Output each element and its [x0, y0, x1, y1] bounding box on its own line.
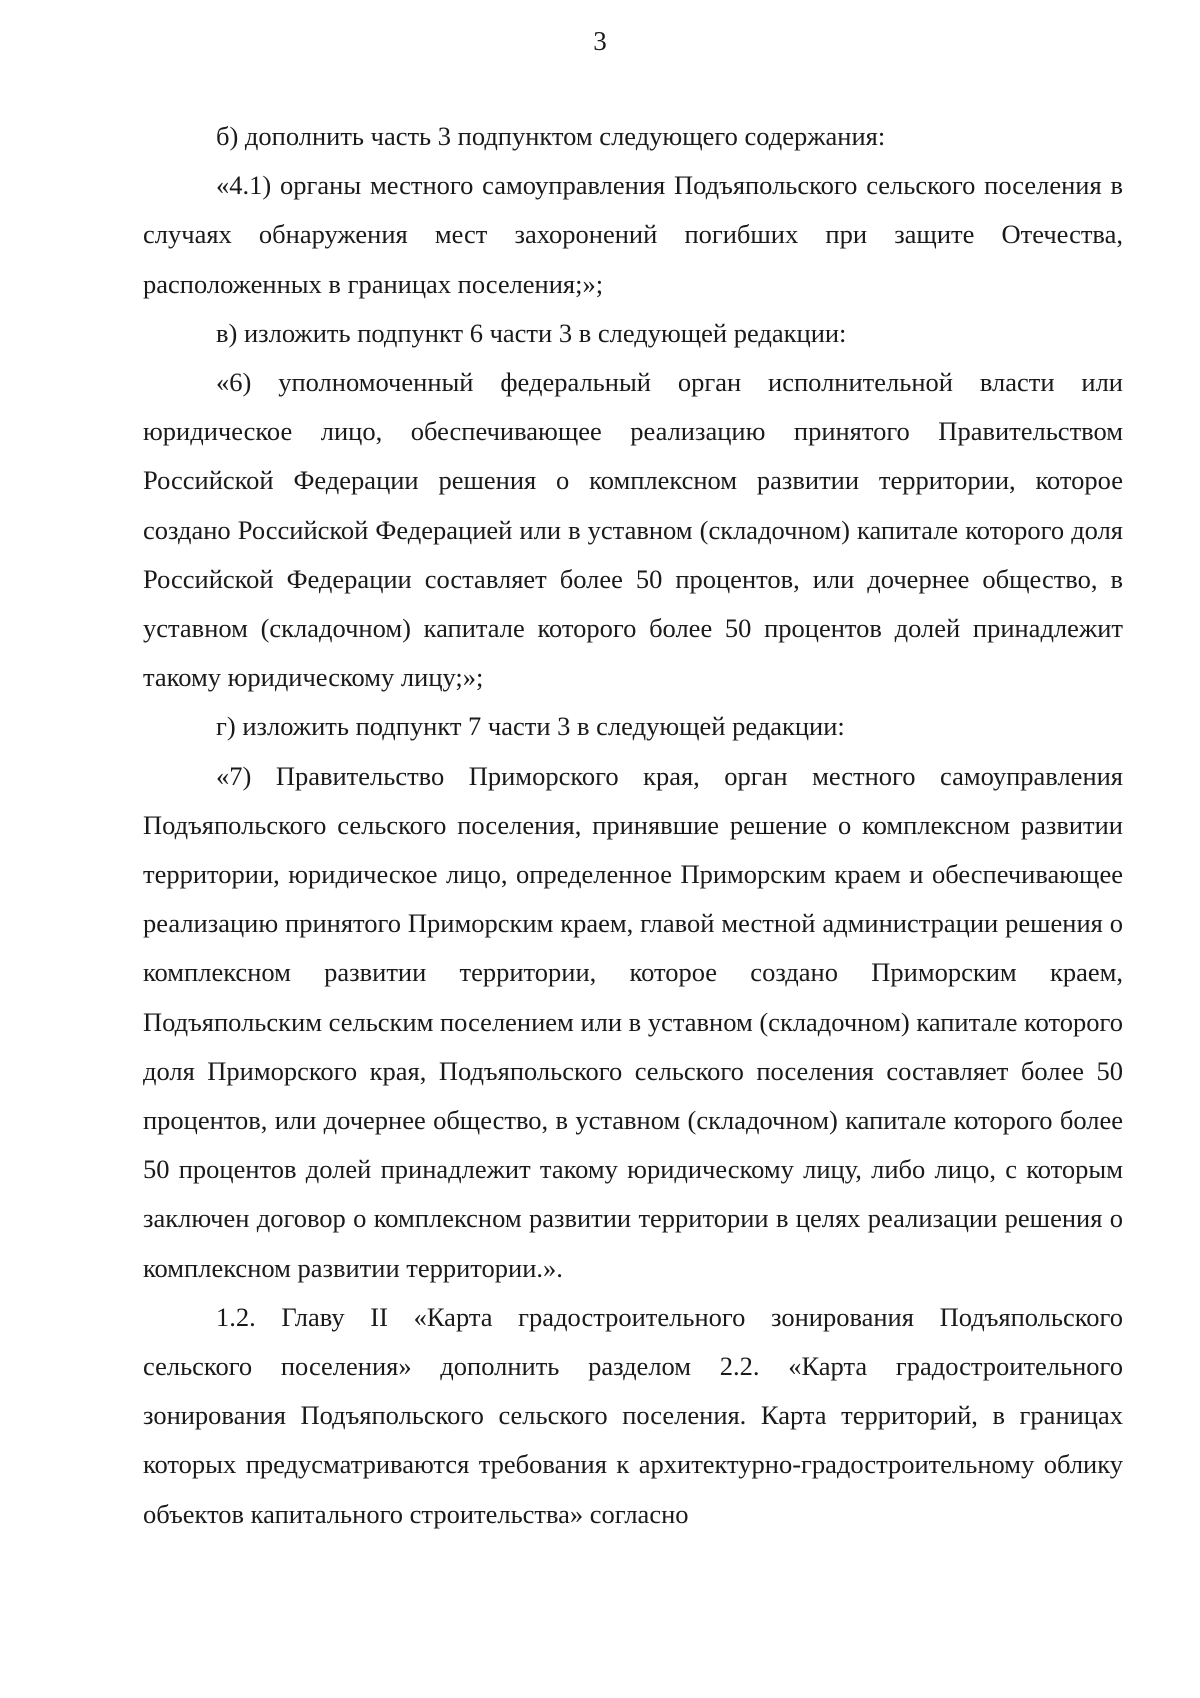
paragraph-subitem-6: «6) уполномоченный федеральный орган исполнительной власти или юридическое лицо, обеспечивающее реализацию принятого Правительством Российской Федерации решения о комплексном развитии территории, которое создано Российской Федерацией или в уставном (складочном) капитале которого доля Российской Федерации составляет более 50 процентов, или дочернее общество, в уставном (складочном) капитале которого более 50 процентов долей принадлежит такому юридическому лицу;»; — [143, 367, 1123, 693]
paragraph-amendment-v: в) изложить подпункт 6 части 3 в следующей редакции: — [216, 317, 847, 348]
document-body — [143, 112, 1123, 1539]
paragraph-item-1-2: 1.2. Главу II «Карта градостроительного зонирования Подъяпольского сельского поселения» дополнить разделом 2.2. «Карта градостроительного зонирования Подъяпольского сельского поселения. Карта территорий, в границах которых предусматриваются требования к архитектурно-градостроительному облику объектов капитального строительства» согласно — [143, 1301, 1123, 1529]
paragraph-subitem-7: «7) Правительство Приморского края, орган местного самоуправления Подъяпольского сельского поселения, принявшие решение о комплексном развитии территории, юридическое лицо, определенное Приморским краем и обеспечивающее реализацию принятого Приморским краем, главой местной администрации решения о комплексном развитии территории, которое создано Приморским краем, Подъяпольским сельским поселением или в уставном (складочном) капитале которого доля Приморского края, Подъяпольского сельского поселения составляет более 50 процентов, или дочернее общество, в уставном (складочном) капитале которого более 50 процентов долей принадлежит такому юридическому лицу, либо лицо, с которым заключен договор о комплексном развитии территории в целях реализации решения о комплексном развитии территории.». — [143, 760, 1123, 1283]
paragraph-subitem-4-1: «4.1) органы местного самоуправления Подъяпольского сельского поселения в случаях обнаружения мест захоронений погибших при защите Отечества, расположенных в границах поселения;»; — [143, 170, 1123, 299]
page-number: 3 — [593, 26, 607, 56]
paragraph-amendment-g: г) изложить подпункт 7 части 3 в следующей редакции: — [216, 711, 845, 742]
paragraph-amendment-b: б) дополнить часть 3 подпунктом следующего содержания: — [216, 121, 886, 151]
